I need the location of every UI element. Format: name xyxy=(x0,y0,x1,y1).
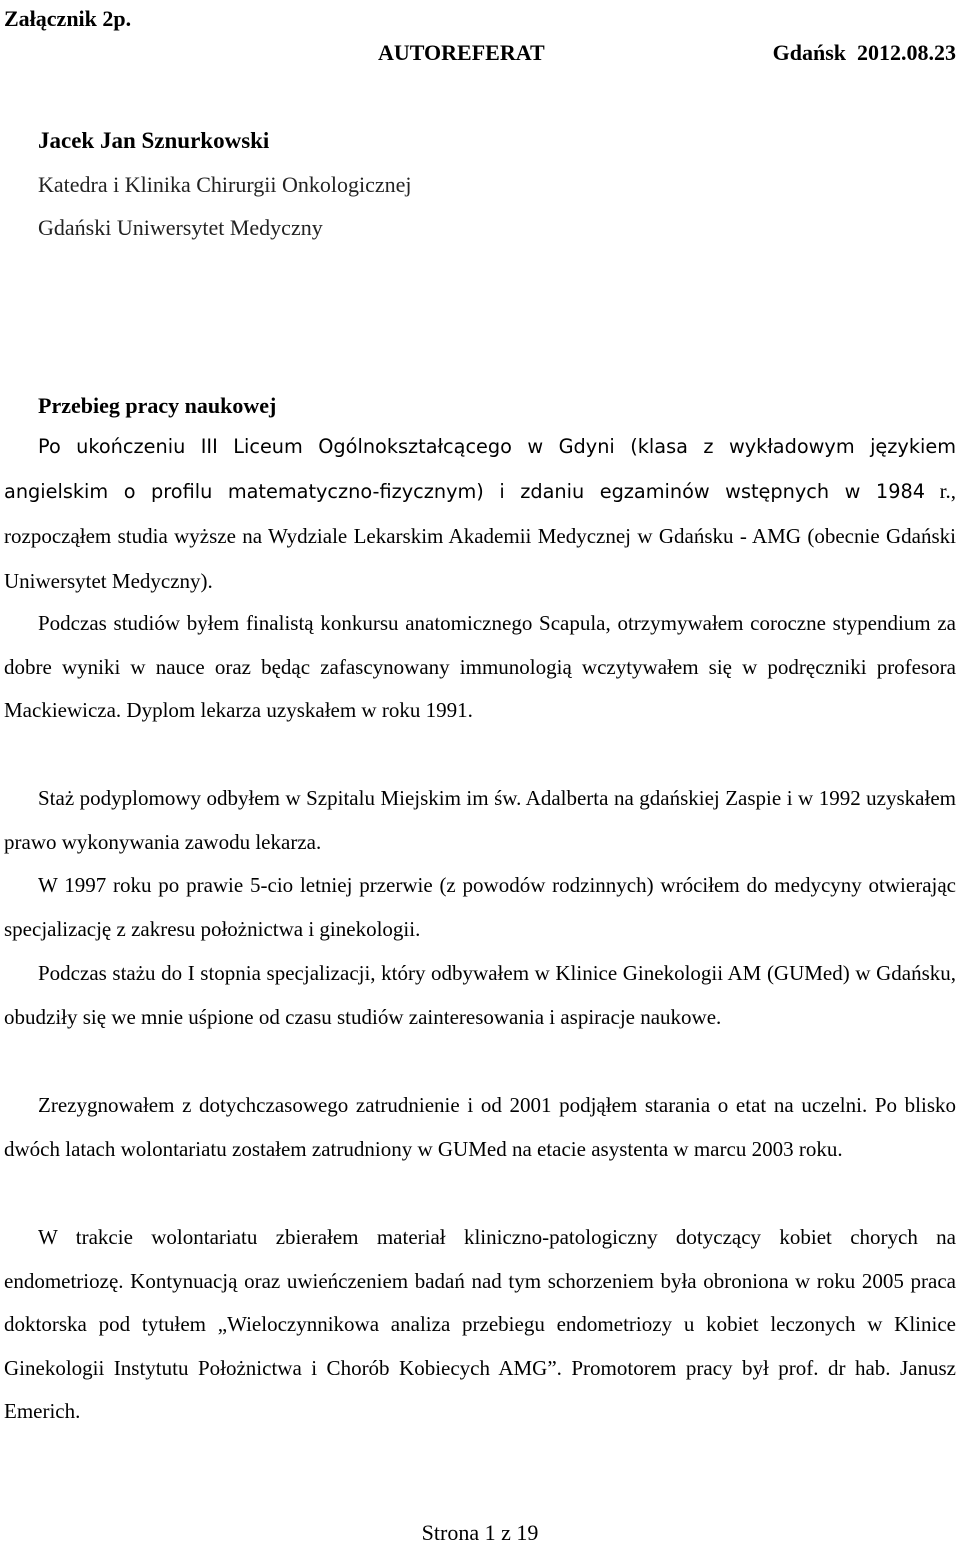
section-heading: Przebieg pracy naukowej xyxy=(38,393,277,418)
place-date: Gdańsk 2012.08.23 xyxy=(772,40,956,65)
paragraph-intro-serif: r., rozpocząłem studia wyższe na Wydziale Lekarskim Akademii Medycznej w Gdańsku - AMG (obecnie Gdański Uniwersytet Medyczny). xyxy=(4,479,956,593)
paragraph-internship: Staż podyplomowy odbyłem w Szpitalu Miejskim im św. Adalberta na gdańskiej Zaspie i w 1992 uzyskałem prawo wykonywania zawodu lekarza. xyxy=(4,786,956,854)
paragraph-clinic: Podczas stażu do I stopnia specjalizacji, który odbywałem w Klinice Ginekologii AM (GUMed) w Gdańsku, obudziły się we mnie uśpione od czasu studiów zainteresowania i aspiracje naukowe. xyxy=(4,961,956,1029)
paragraph-employment: Zrezygnowałem z dotychczasowego zatrudnienie i od 2001 podjąłem starania o etat na uczelni. Po blisko dwóch latach wolontariatu zostałem zatrudniony w GUMed na etacie asystenta w marcu 2003 roku. xyxy=(4,1093,956,1161)
paragraph-doctorate: W trakcie wolontariatu zbierałem materiał kliniczno-patologiczny dotyczący kobiet chorych na endometriozę. Kontynuacją oraz uwieńczeniem badań nad tym schorzeniem była obroniona w roku 2005 praca doktorska pod tytułem „Wieloczynnikowa analiza przebiegu endometriozy u kobiet leczonych w Klinice Ginekologii Instytutu Położnictwa i Chorób Kobiecych AMG”. Promotorem pracy był prof. dr hab. Janusz Emerich. xyxy=(4,1225,956,1423)
paragraph-specialization: W 1997 roku po prawie 5-cio letniej przerwie (z powodów rodzinnych) wróciłem do medycyny otwierając specjalizację z zakresu położnictwa i ginekologii. xyxy=(4,873,956,941)
document-header xyxy=(0,40,956,68)
author-name: Jacek Jan Sznurkowski xyxy=(38,128,270,153)
paragraph-intro-sans: Po ukończeniu III Liceum Ogólnokształcącego w Gdyni (klasa z wykładowym językiem angielskim o profilu matematyczno-fizycznym) i zdaniu egzaminów wstępnych w 1984 xyxy=(4,435,956,503)
author-department: Katedra i Klinika Chirurgii Onkologicznej xyxy=(38,172,412,197)
attachment-label: Załącznik 2p. xyxy=(4,6,132,31)
paragraph-studies: Podczas studiów byłem finalistą konkursu anatomicznego Scapula, otrzymywałem coroczne stypendium za dobre wyniki w nauce oraz będąc zafascynowany immunologią wczytywałem się w podręczniki profesora Mackiewicza. Dyplom lekarza uzyskałem w roku 1991. xyxy=(4,611,956,722)
paragraph-intro xyxy=(4,425,956,604)
document-title: AUTOREFERAT xyxy=(378,40,545,65)
page-number-footer: Strona 1 z 19 xyxy=(421,1520,539,1545)
author-university: Gdański Uniwersytet Medyczny xyxy=(38,215,323,240)
